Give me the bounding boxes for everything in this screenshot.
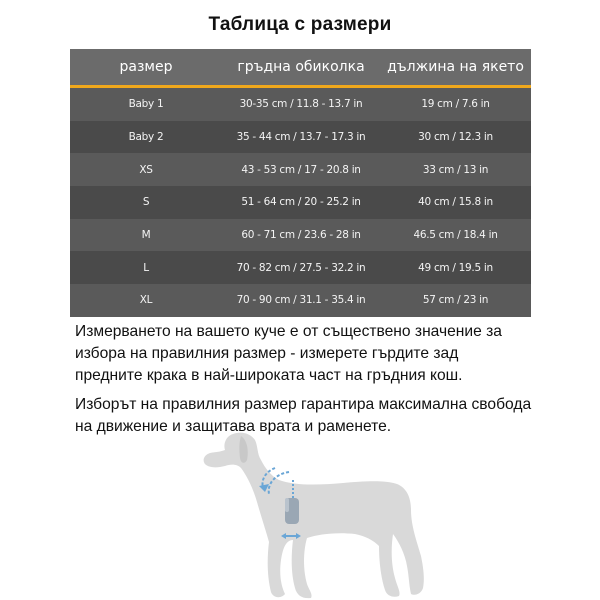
cell-size: Baby 2 xyxy=(70,121,222,154)
dog-measurement-illustration xyxy=(195,428,425,600)
table-row xyxy=(70,121,531,154)
benefit-line: на движение и защитава врата и раменете. xyxy=(75,418,392,435)
cell-chest: 30-35 cm / 11.8 - 13.7 in xyxy=(222,87,380,121)
cell-length: 40 cm / 15.8 in xyxy=(380,186,531,219)
cell-length: 19 cm / 7.6 in xyxy=(380,87,531,121)
table-row xyxy=(70,219,531,252)
header-size: размер xyxy=(70,49,222,87)
instruction-line: Измерването на вашето куче е от съществено значение за xyxy=(75,323,502,340)
cell-length: 30 cm / 12.3 in xyxy=(380,121,531,154)
table-row xyxy=(70,284,531,317)
cell-length: 33 cm / 13 in xyxy=(380,153,531,186)
cell-length: 57 cm / 23 in xyxy=(380,284,531,317)
cell-length: 49 cm / 19.5 in xyxy=(380,251,531,284)
dog-silhouette-icon xyxy=(204,433,424,599)
size-table xyxy=(70,49,531,317)
cell-chest: 60 - 71 cm / 23.6 - 28 in xyxy=(222,219,380,252)
header-length: дължина на якето xyxy=(380,49,531,87)
cell-size: L xyxy=(70,251,222,284)
cell-length: 46.5 cm / 18.4 in xyxy=(380,219,531,252)
instruction-line: предните крака в най-широката част на гръдния кош. xyxy=(75,367,463,384)
cell-chest: 70 - 82 cm / 27.5 - 32.2 in xyxy=(222,251,380,284)
header-chest: гръдна обиколка xyxy=(222,49,380,87)
instruction-line: избора на правилния размер - измерете гърдите зад xyxy=(75,345,459,362)
table-header-row xyxy=(70,49,531,87)
cell-size: M xyxy=(70,219,222,252)
measure-instructions xyxy=(75,321,535,387)
page-title: Таблица с размери xyxy=(208,14,392,35)
cell-size: XL xyxy=(70,284,222,317)
cell-chest: 70 - 90 cm / 31.1 - 35.4 in xyxy=(222,284,380,317)
benefit-line: Изборът на правилния размер гарантира максимална свобода xyxy=(75,396,532,413)
cell-chest: 43 - 53 cm / 17 - 20.8 in xyxy=(222,153,380,186)
cell-size: XS xyxy=(70,153,222,186)
cell-chest: 35 - 44 cm / 13.7 - 17.3 in xyxy=(222,121,380,154)
cell-chest: 51 - 64 cm / 20 - 25.2 in xyxy=(222,186,380,219)
table-row xyxy=(70,87,531,121)
cell-size: S xyxy=(70,186,222,219)
cell-size: Baby 1 xyxy=(70,87,222,121)
table-row xyxy=(70,186,531,219)
table-row xyxy=(70,251,531,284)
table-row xyxy=(70,153,531,186)
paw-hand-icon xyxy=(285,498,299,524)
